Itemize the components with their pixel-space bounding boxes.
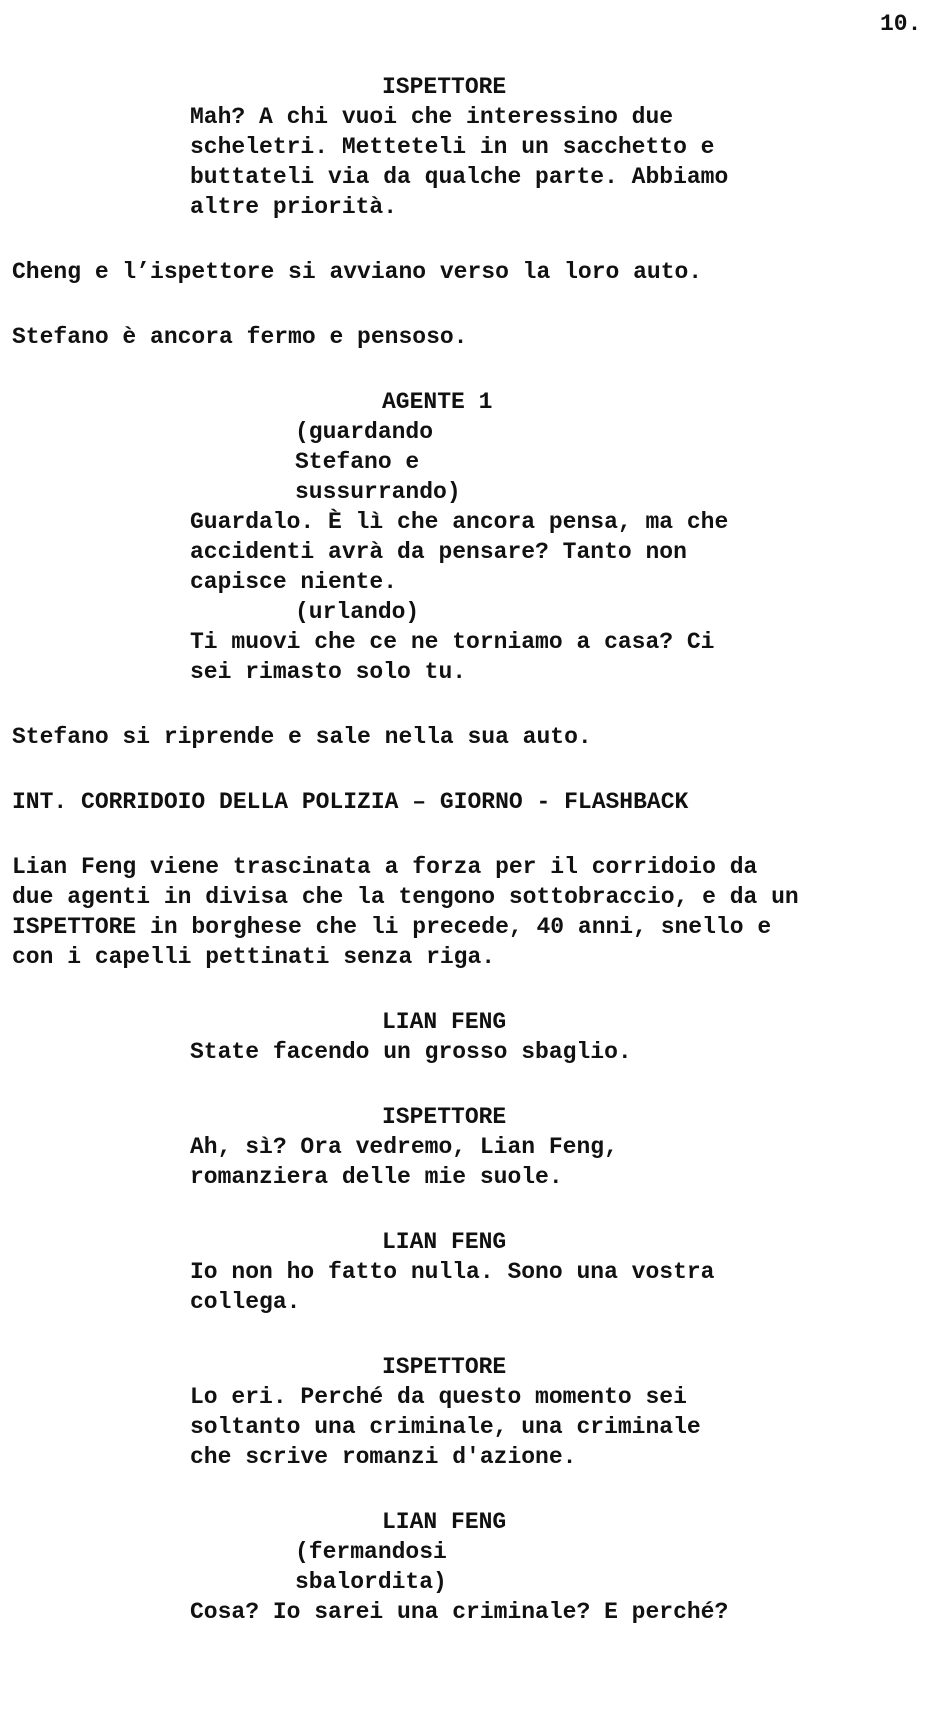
parenthetical: (urlando) (295, 599, 420, 625)
dialogue-line: Io non ho fatto nulla. Sono una vostra (190, 1259, 715, 1285)
parenthetical: (fermandosi (295, 1539, 447, 1565)
scene-heading: INT. CORRIDOIO DELLA POLIZIA – GIORNO - FLASHBACK (12, 789, 689, 815)
action-line: Lian Feng viene trascinata a forza per il corridoio da (12, 854, 758, 880)
blank-line (12, 1317, 912, 1352)
action-line: con i capelli pettinati senza riga. (12, 944, 496, 970)
action-line: ISPETTORE in borghese che li precede, 40 anni, snello e (12, 914, 772, 940)
screenplay-body (12, 72, 912, 1627)
action-line: Cheng e l’ispettore si avviano verso la loro auto. (12, 259, 703, 285)
page-number: 10. (880, 11, 922, 37)
dialogue-line: che scrive romanzi d'azione. (190, 1444, 577, 1470)
dialogue-line: collega. (190, 1289, 301, 1315)
blank-line (12, 752, 912, 787)
dialogue-line: soltanto una criminale, una criminale (190, 1414, 701, 1440)
parenthetical: sbalordita) (295, 1569, 447, 1595)
blank-line (12, 1472, 912, 1507)
dialogue-line: sei rimasto solo tu. (190, 659, 467, 685)
dialogue-line: Guardalo. È lì che ancora pensa, ma che (190, 509, 729, 535)
dialogue-line: altre priorità. (190, 194, 398, 220)
blank-line (12, 1192, 912, 1227)
character-name: LIAN FENG (382, 1009, 507, 1035)
dialogue-line: Lo eri. Perché da questo momento sei (190, 1384, 687, 1410)
character-name: ISPETTORE (382, 1104, 507, 1130)
action-line: due agenti in divisa che la tengono sottobraccio, e da un (12, 884, 799, 910)
character-name: ISPETTORE (382, 1354, 507, 1380)
action-line: Stefano si riprende e sale nella sua auto. (12, 724, 592, 750)
dialogue-line: Ti muovi che ce ne torniamo a casa? Ci (190, 629, 715, 655)
parenthetical: Stefano e (295, 449, 420, 475)
dialogue-line: scheletri. Metteteli in un sacchetto e (190, 134, 715, 160)
blank-line (12, 222, 912, 257)
blank-line (12, 352, 912, 387)
character-name: ISPETTORE (382, 74, 507, 100)
blank-line (12, 687, 912, 722)
dialogue-line: romanziera delle mie suole. (190, 1164, 563, 1190)
blank-line (12, 287, 912, 322)
dialogue-line: capisce niente. (190, 569, 398, 595)
blank-line (12, 1067, 912, 1102)
blank-line (12, 972, 912, 1007)
blank-line (12, 817, 912, 852)
action-line: Stefano è ancora fermo e pensoso. (12, 324, 468, 350)
parenthetical: (guardando (295, 419, 434, 445)
character-name: LIAN FENG (382, 1509, 507, 1535)
character-name: LIAN FENG (382, 1229, 507, 1255)
dialogue-line: Mah? A chi vuoi che interessino due (190, 104, 674, 130)
character-name: AGENTE 1 (382, 389, 493, 415)
dialogue-line: buttateli via da qualche parte. Abbiamo (190, 164, 729, 190)
dialogue-line: Cosa? Io sarei una criminale? E perché? (190, 1599, 729, 1625)
dialogue-line: Ah, sì? Ora vedremo, Lian Feng, (190, 1134, 618, 1160)
dialogue-line: accidenti avrà da pensare? Tanto non (190, 539, 687, 565)
parenthetical: sussurrando) (295, 479, 461, 505)
dialogue-line: State facendo un grosso sbaglio. (190, 1039, 632, 1065)
